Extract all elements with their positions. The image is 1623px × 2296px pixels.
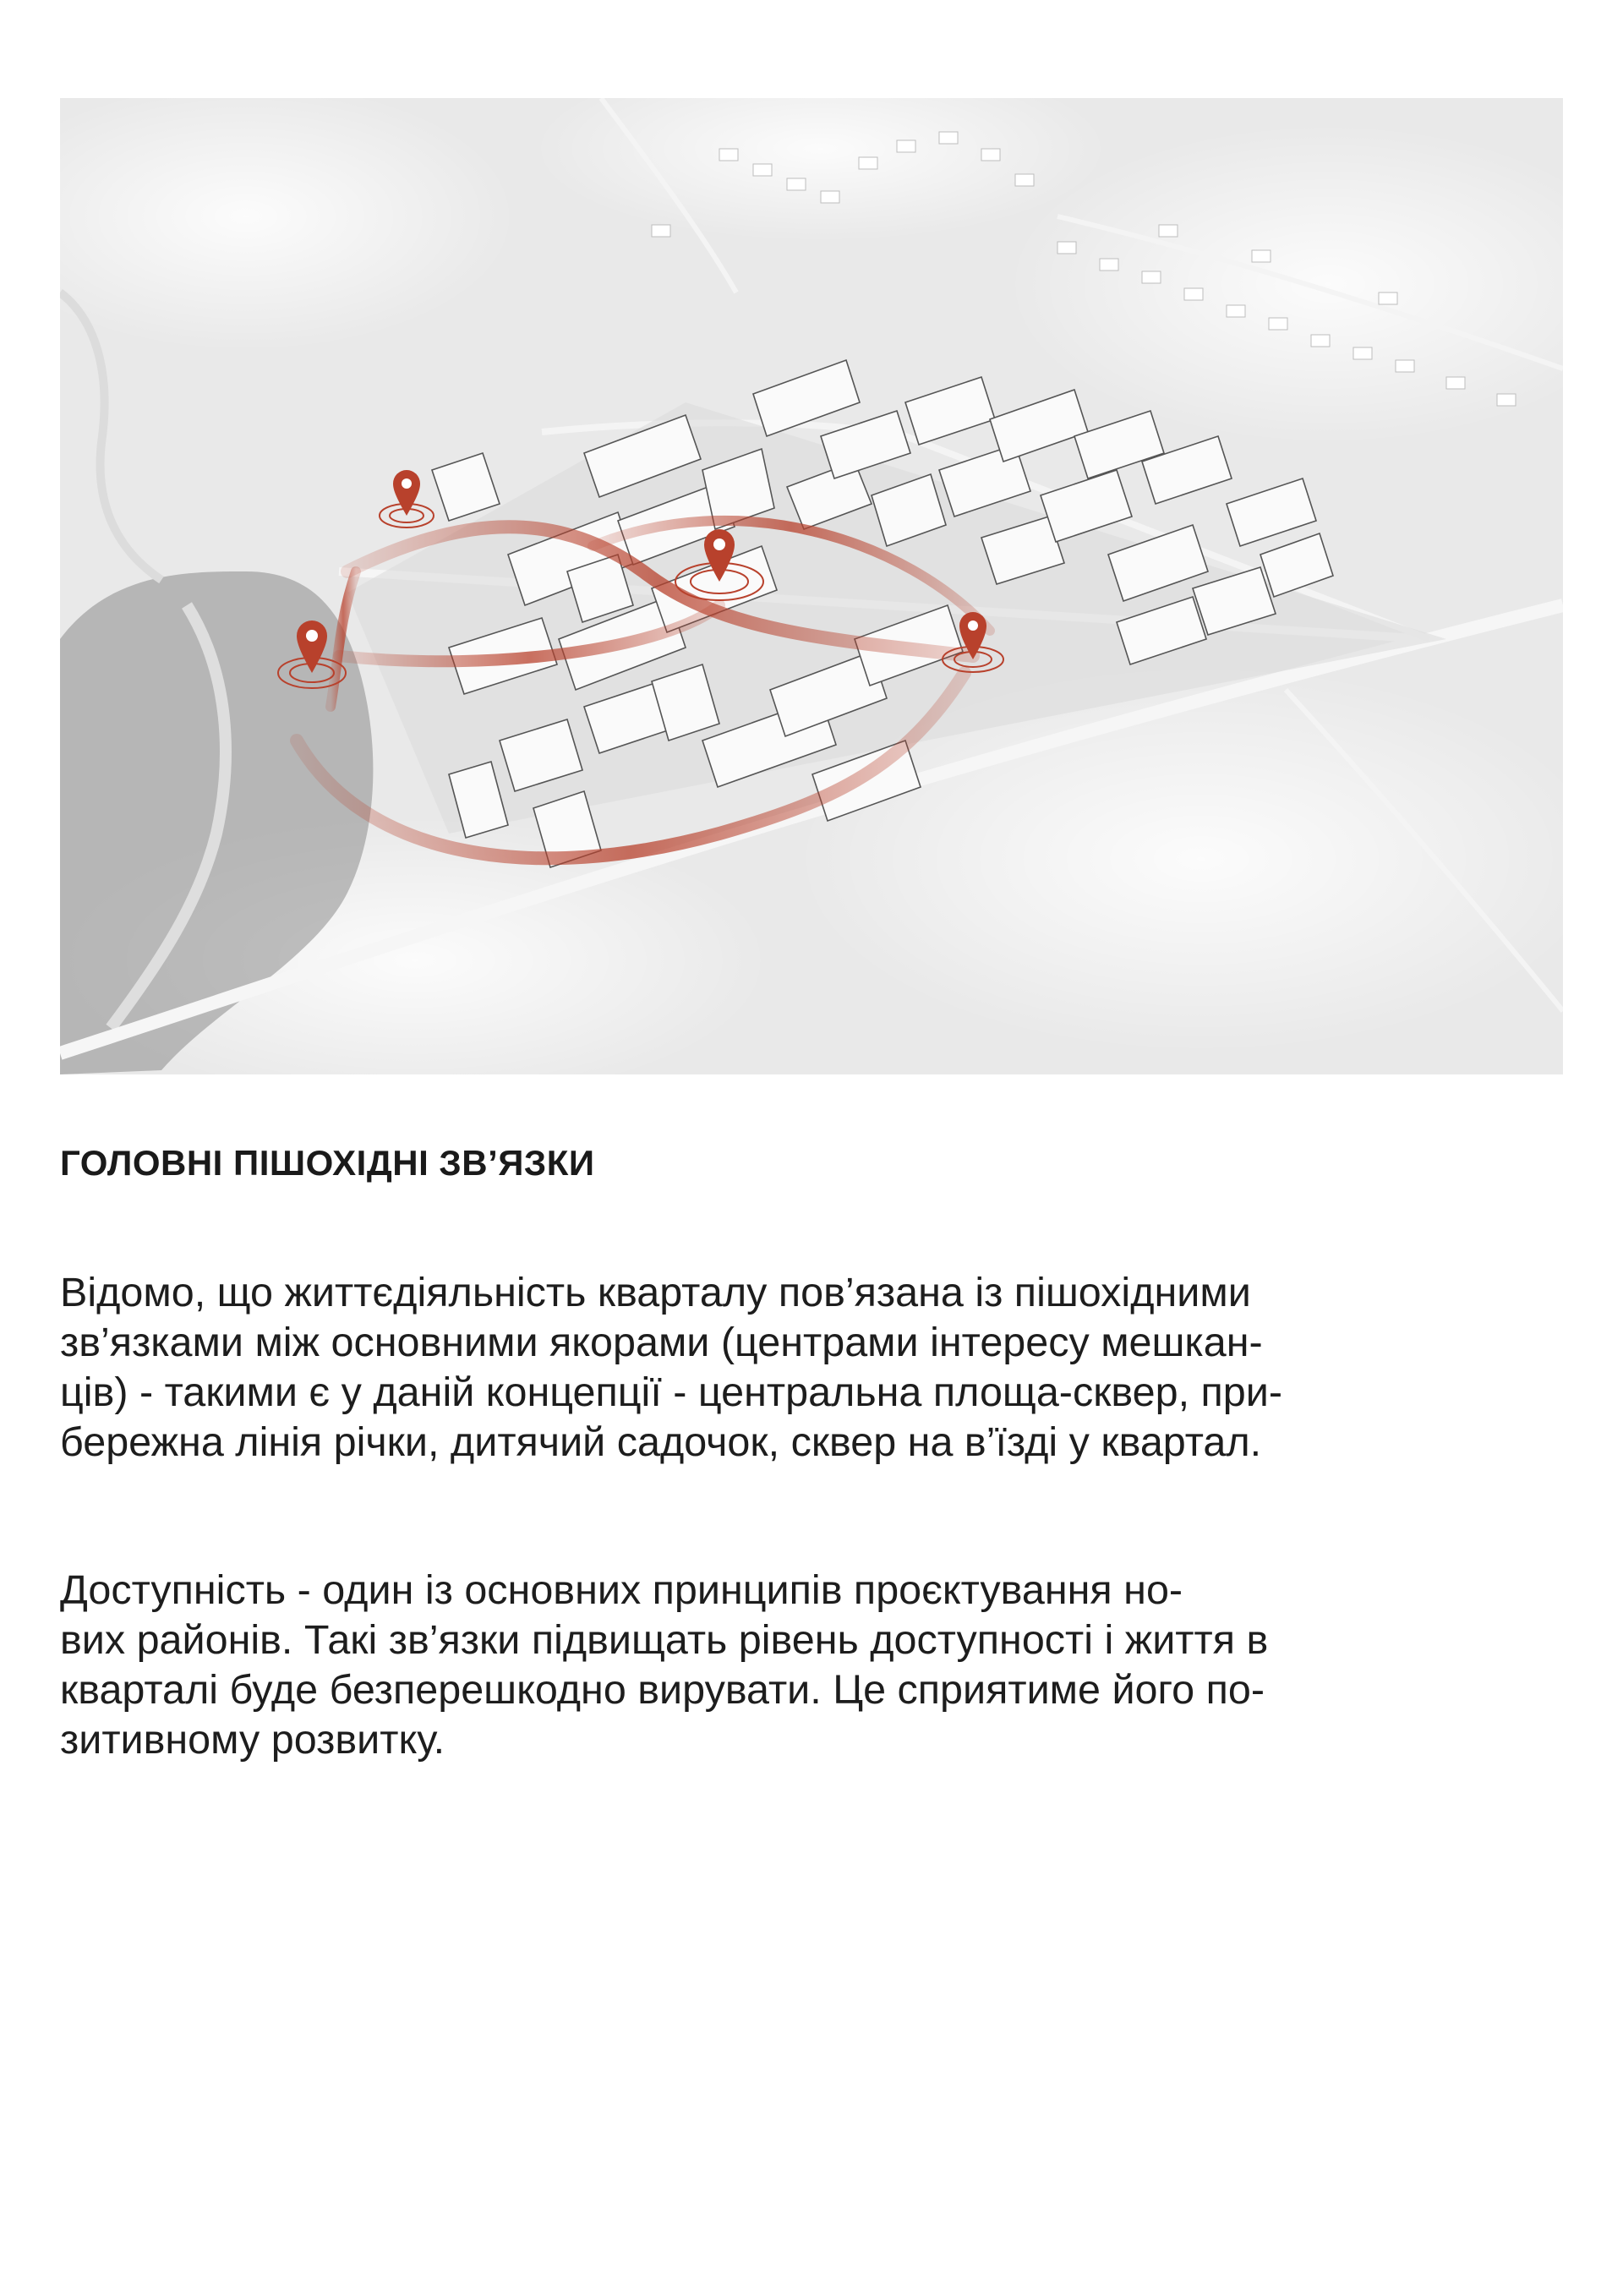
text-line: зв’язками між основними якорами (центрами інтересу мешкан- [60, 1320, 1263, 1365]
text-line: кварталі буде безперешкодно вирувати. Це сприятиме його по- [60, 1667, 1265, 1713]
text-line: ців) - такими є у даній концепції - центральна площа-сквер, при- [60, 1369, 1283, 1415]
section-heading: ГОЛОВНІ ПІШОХІДНІ ЗВ’ЯЗКИ [60, 1143, 595, 1183]
aerial-district-illustration [60, 98, 1563, 1074]
site-map-svg [60, 98, 1563, 1074]
text-line: Доступність - один із основних принципів проєктування но- [60, 1567, 1183, 1613]
text-line: бережна лінія річки, дитячий садочок, сквер на в’їзді у квартал. [60, 1419, 1262, 1465]
text-line: Відомо, що життєдіяльність кварталу пов’язана із пішохідними [60, 1270, 1251, 1315]
paragraph-accessibility [60, 1566, 1565, 1765]
paragraph-anchors [60, 1268, 1565, 1468]
text-line: зитивному розвитку. [60, 1717, 445, 1763]
text-line: вих районів. Такі зв’язки підвищать рівень доступності і життя в [60, 1617, 1269, 1663]
